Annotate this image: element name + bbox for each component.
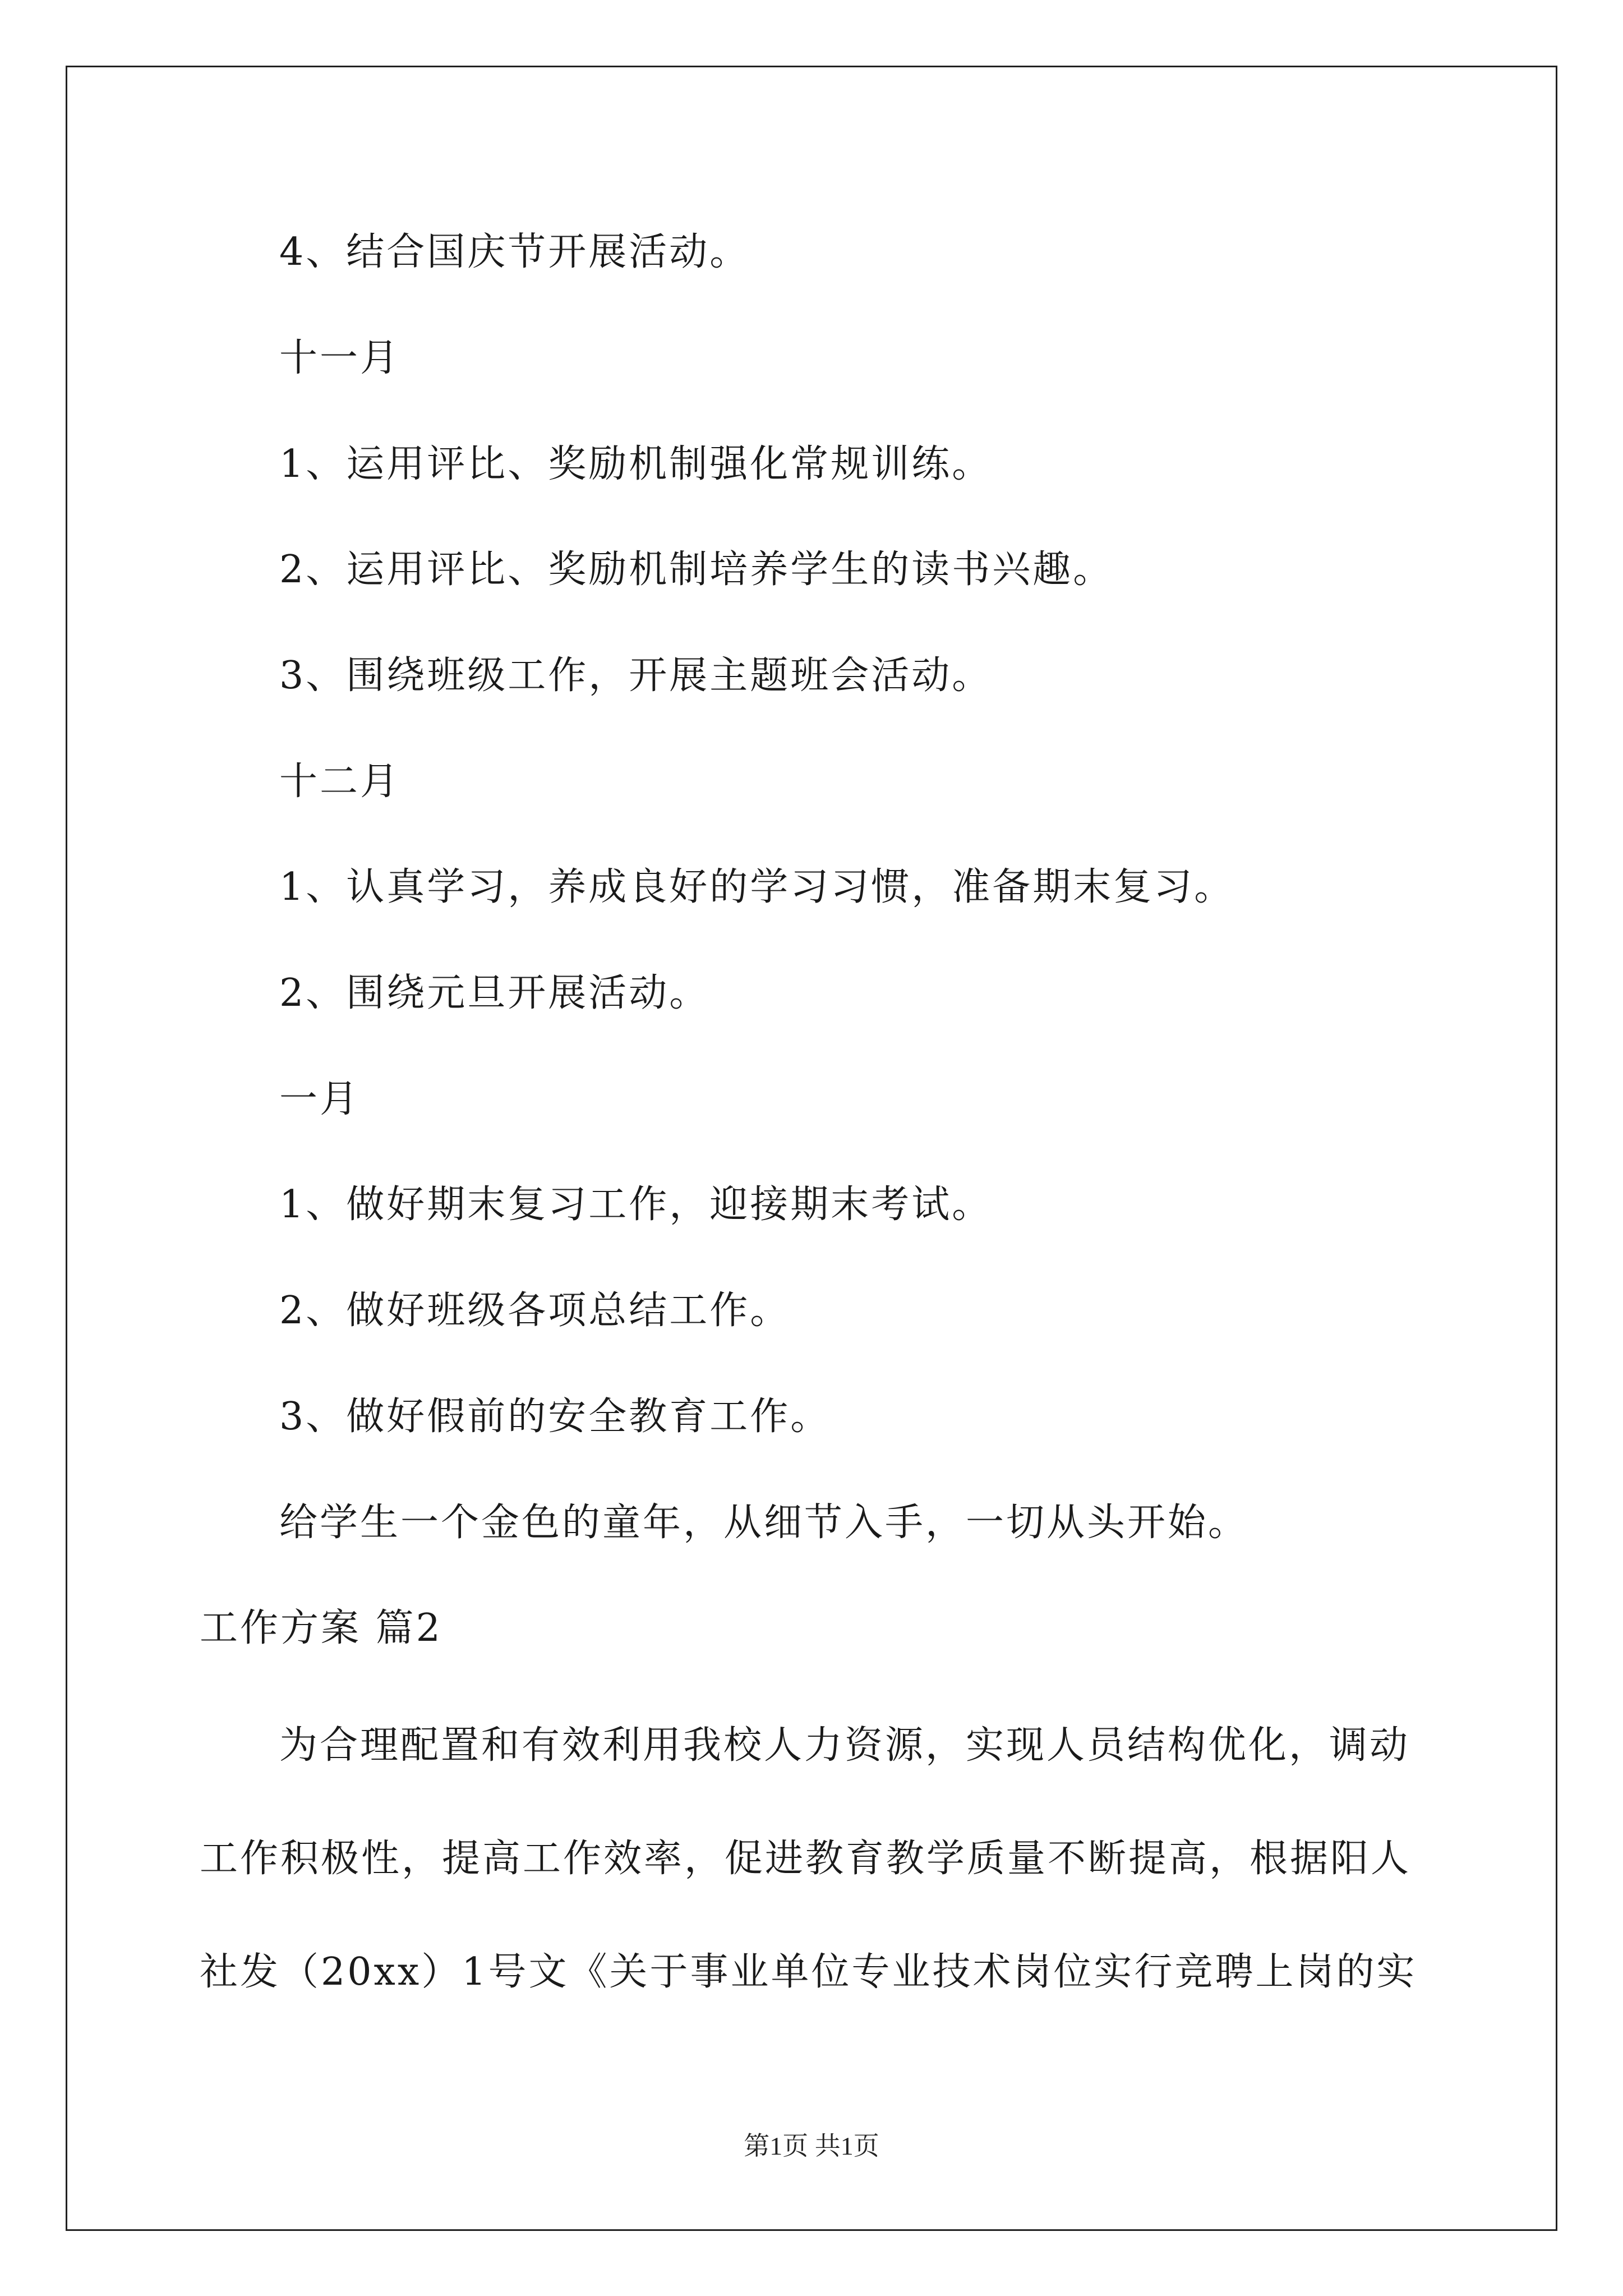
list-item: 1、运用评比、奖励机制强化常规训练。	[279, 442, 993, 486]
list-item: 1、做好期末复习工作，迎接期末考试。	[279, 1182, 993, 1227]
month-heading: 十一月	[279, 336, 401, 380]
list-item: 3、围绕班级工作，开展主题班会活动。	[279, 654, 993, 698]
list-item: 3、做好假前的安全教育工作。	[279, 1395, 831, 1439]
month-heading: 十二月	[279, 760, 401, 804]
paragraph-line: 工作积极性，提高工作效率，促进教育教学质量不断提高，根据阳人	[200, 1837, 1412, 1881]
paragraph-line: 社发（20xx）1号文《关于事业单位专业技术岗位实行竞聘上岗的实	[200, 1950, 1417, 1994]
paragraph-line: 为合理配置和有效利用我校人力资源，实现人员结构优化，调动	[279, 1723, 1410, 1768]
month-heading: 一月	[279, 1077, 361, 1121]
body-paragraph	[200, 1720, 1439, 2060]
page-footer: 第1页 共1页	[744, 2132, 879, 2160]
list-item: 1、认真学习，养成良好的学习习惯，准备期末复习。	[279, 865, 1235, 909]
list-item: 4、结合国庆节开展活动。	[279, 230, 750, 274]
list-item: 2、运用评比、奖励机制培养学生的读书兴趣。	[279, 547, 1114, 592]
list-item: 2、围绕元旦开展活动。	[279, 971, 710, 1015]
list-item: 2、做好班级各项总结工作。	[279, 1289, 791, 1333]
section-heading: 工作方案 篇2	[200, 1606, 442, 1650]
closing-sentence: 给学生一个金色的童年，从细节入手，一切从头开始。	[279, 1501, 1249, 1545]
